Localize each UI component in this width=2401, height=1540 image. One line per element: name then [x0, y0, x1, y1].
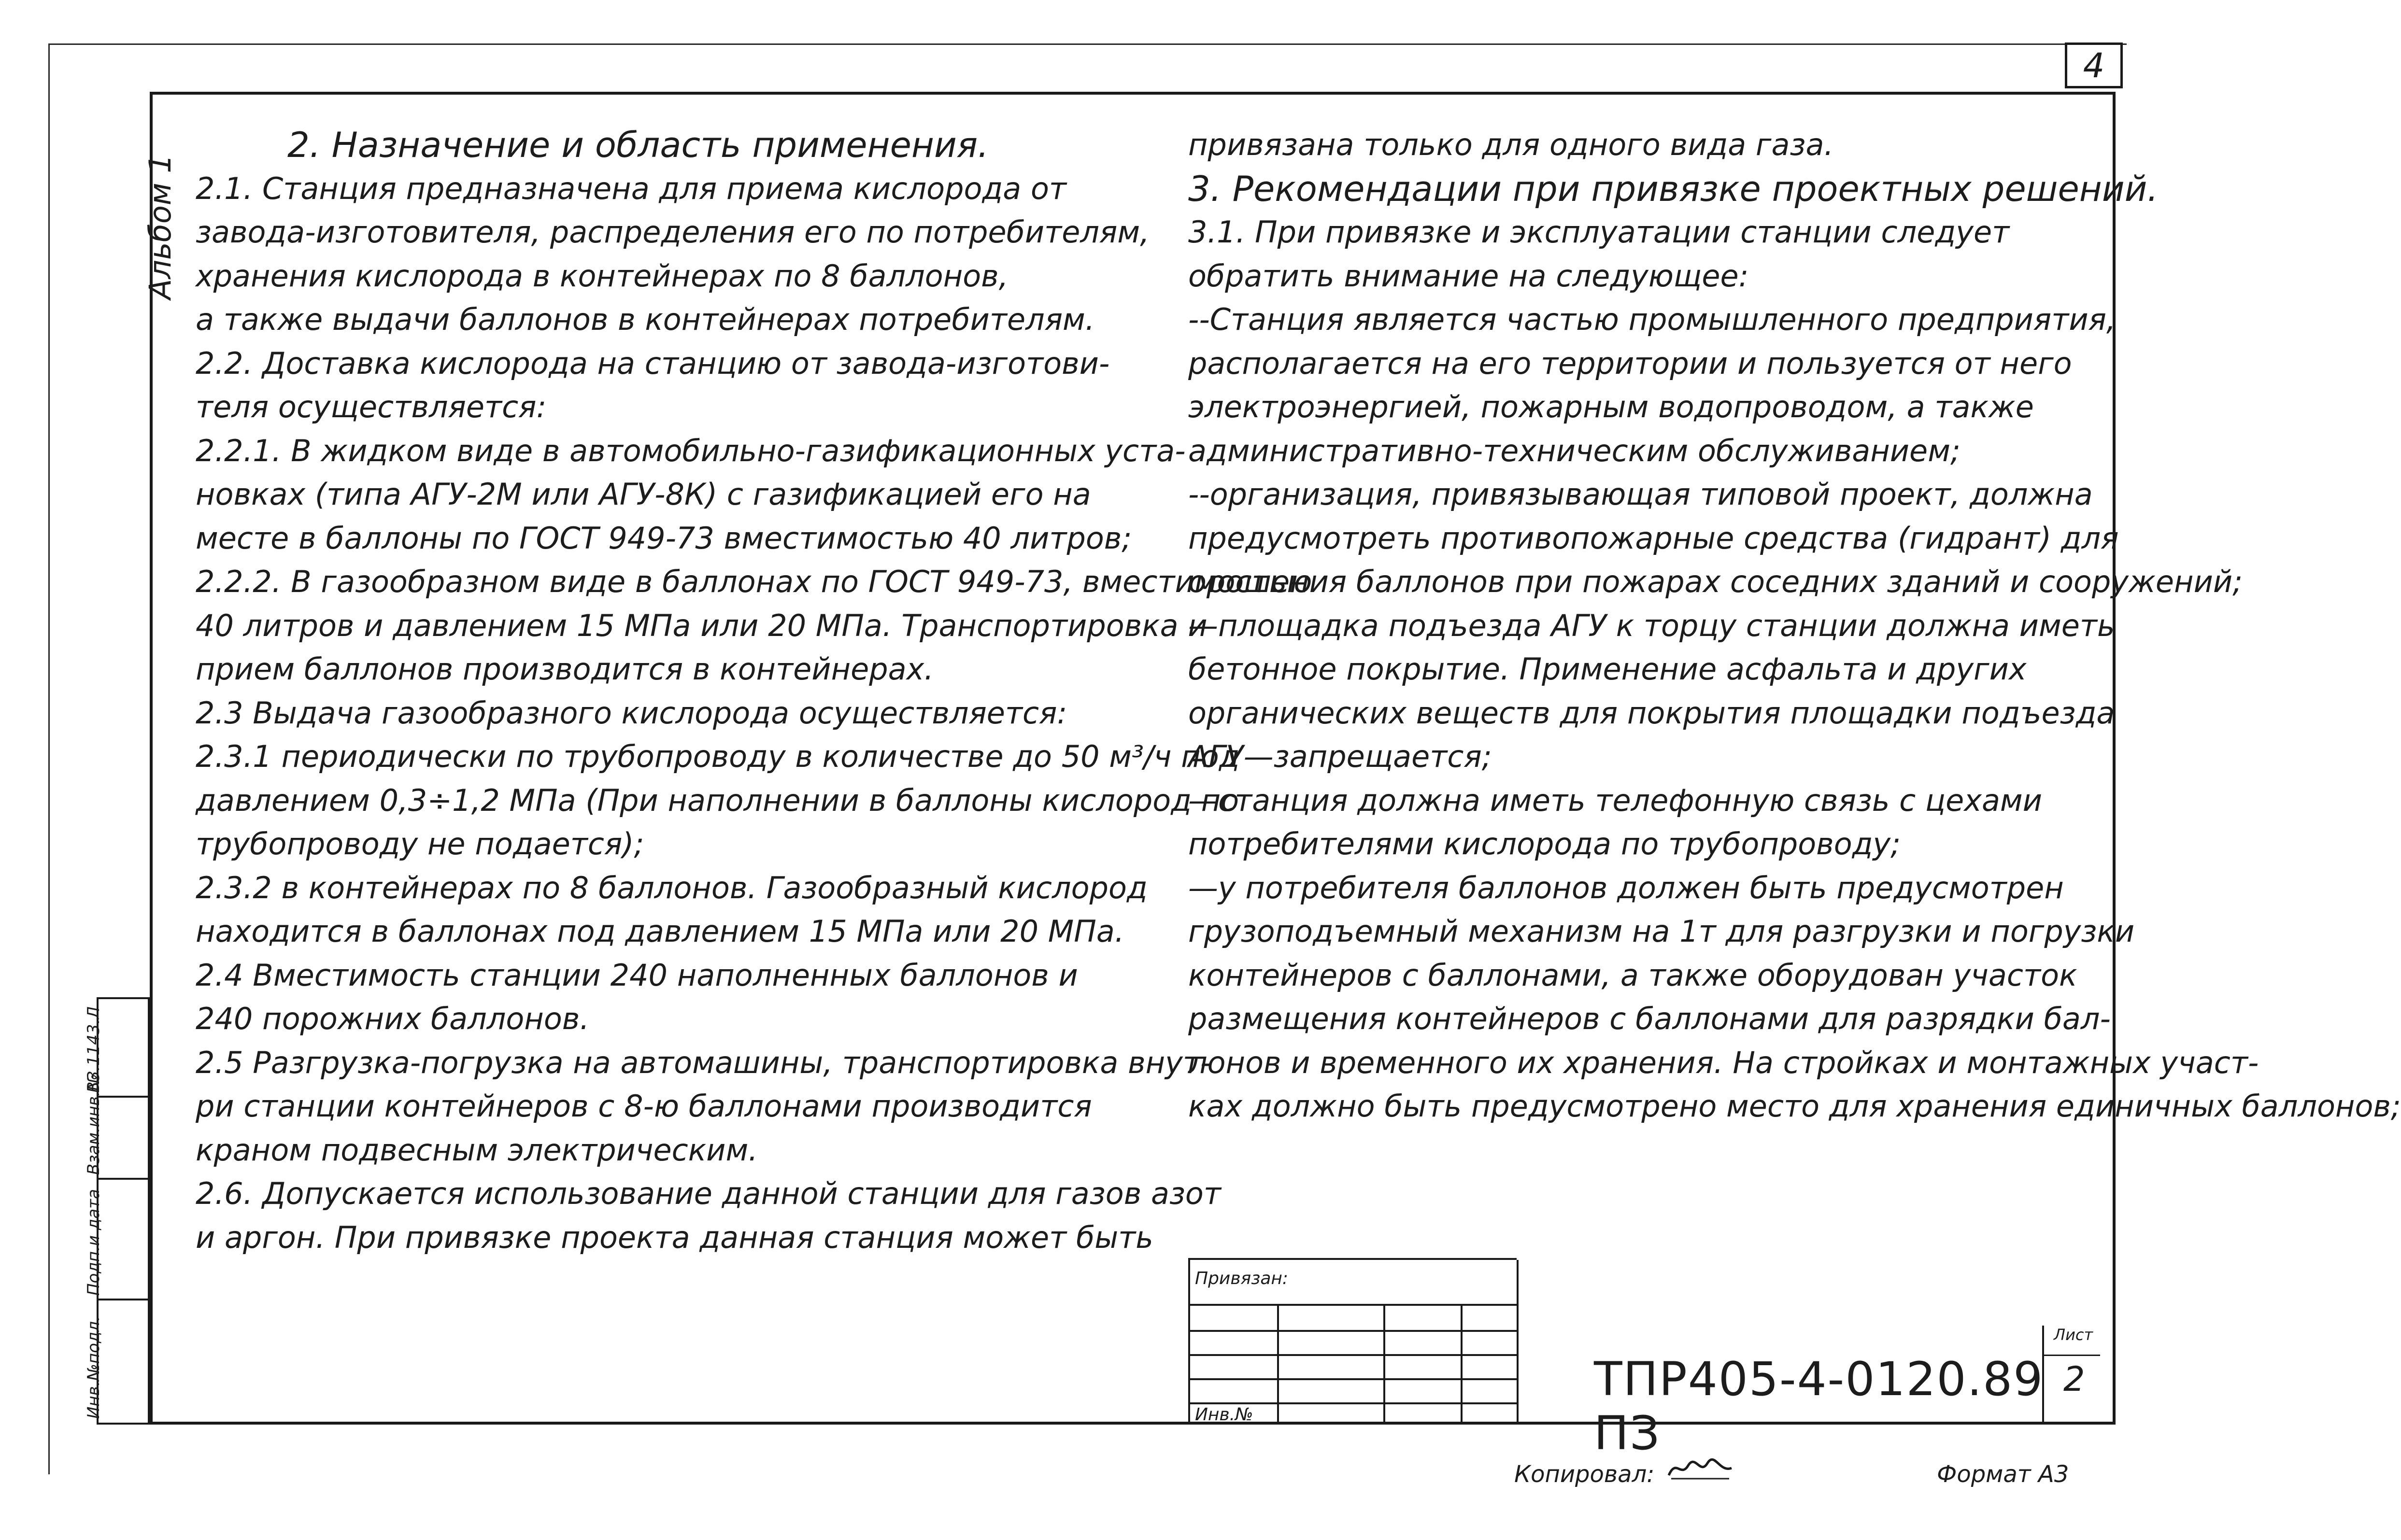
grid-line — [1383, 1306, 1385, 1425]
text-line: потребителями кислорода по трубопроводу; — [1188, 826, 1901, 862]
text-line: 2.2.2. В газообразном виде в баллонах по ГОСТ 949-73, вместимостью — [196, 564, 1312, 599]
text-line: месте в баллоны по ГОСТ 949-73 вместимостью 40 литров; — [196, 520, 1132, 556]
page-number: 4 — [2065, 42, 2123, 88]
section-heading: 3. Рекомендации при привязке проектных решений. — [1188, 168, 2159, 209]
bound-label: Привязан: — [1195, 1269, 1289, 1288]
text-line: краном подвесным электрическим. — [196, 1132, 758, 1168]
grid-line — [1190, 1354, 1519, 1356]
text-line: административно-техническим обслуживанием; — [1188, 433, 1961, 468]
text-line: ри станции контейнеров с 8-ю баллонами производится — [196, 1088, 1092, 1124]
text-line: 2.1. Станция предназначена для приема кислорода от — [196, 170, 1066, 206]
text-line: 40 литров и давлением 15 МПа или 20 МПа. Транспортировка и — [196, 608, 1208, 643]
grid-line — [1190, 1304, 1519, 1306]
text-line: предусмотреть противопожарные средства (гидрант) для — [1188, 520, 2119, 556]
copied-by-label: Копировал: — [1514, 1461, 1655, 1488]
text-line: бетонное покрытие. Применение асфальта и других — [1188, 651, 2027, 687]
text-line: 2.2. Доставка кислорода на станцию от завода-изготови- — [196, 345, 1110, 381]
stamp-cell-sign — [84, 1178, 148, 1299]
text-line: а также выдачи баллонов в контейнерах потребителям. — [196, 302, 1095, 337]
grid-line — [1461, 1306, 1463, 1425]
stamp-cell-replace — [84, 1074, 148, 1178]
text-line: грузоподъемный механизм на 1т для разгрузки и погрузки — [1188, 914, 2135, 949]
text-line: ках должно быть предусмотрено место для хранения единичных баллонов; — [1188, 1088, 2401, 1124]
grid-line — [1190, 1402, 1519, 1404]
text-line: электроэнергией, пожарным водопроводом, а также — [1188, 389, 2034, 424]
sheet-box — [2042, 1326, 2100, 1425]
text-line: хранения кислорода в контейнерах по 8 баллонов, — [196, 258, 1009, 294]
text-line: —площадка подъезда АГУ к торцу станции должна иметь — [1188, 608, 2115, 643]
grid-line — [1190, 1378, 1519, 1380]
copier-signature — [1666, 1454, 1734, 1483]
stamp-inv-label: Инв.№подл. — [84, 1316, 103, 1419]
sheet-box-divider — [2044, 1355, 2100, 1356]
text-line: 2.3.2 в контейнерах по 8 баллонов. Газообразный кислород — [196, 870, 1148, 905]
text-line: находится в баллонах под давлением 15 МПа или 20 МПа. — [196, 914, 1124, 949]
stamp-code: ВЗ.1143.Л — [84, 1006, 103, 1093]
text-line: 2.5 Разгрузка-погрузка на автомашины, транспортировка внут- — [196, 1045, 1211, 1080]
text-line: 2.6. Допускается использование данной станции для газов азот — [196, 1176, 1221, 1211]
text-line: АГУ—запрещается; — [1188, 739, 1492, 774]
text-line: лонов и временного их хранения. На стройках и монтажных участ- — [1188, 1045, 2259, 1080]
text-line: 3.1. При привязке и эксплуатации станции следует — [1188, 214, 2010, 250]
title-block — [1188, 1258, 2116, 1460]
format-label: Формат А3 — [1937, 1461, 2069, 1488]
stamp-sign-label: Подп.и дата — [84, 1189, 103, 1296]
text-line: давлением 0,3÷1,2 МПа (При наполнении в баллоны кислород по — [196, 782, 1239, 818]
text-line: —у потребителя баллонов должен быть предусмотрен — [1188, 870, 2064, 905]
right-text-column — [1188, 123, 2401, 1129]
text-line: трубопроводу не подается); — [196, 826, 644, 862]
text-line: обратить внимание на следующее: — [1188, 258, 1749, 294]
side-stamp-strip — [84, 997, 150, 1425]
text-line: --организация, привязывающая типовой проект, должна — [1188, 477, 2093, 512]
text-line: теля осуществляется: — [196, 389, 547, 424]
text-line: прием баллонов производится в контейнерах. — [196, 651, 934, 687]
stamp-code-cell — [84, 999, 148, 1096]
text-line: завода-изготовителя, распределения его по потребителям, — [196, 214, 1150, 250]
text-line: органических веществ для покрытия площадки подъезда — [1188, 695, 2115, 731]
section-heading: 2. Назначение и область применения. — [287, 125, 989, 165]
title-block-grid — [1188, 1258, 1517, 1425]
text-line: размещения контейнеров с баллонами для разрядки бал- — [1188, 1001, 2111, 1036]
grid-line — [1277, 1306, 1279, 1425]
text-line: орошения баллонов при пожарах соседних зданий и сооружений; — [1188, 564, 2243, 599]
grid-line — [1190, 1330, 1519, 1332]
text-line: и аргон. При привязке проекта данная станция может быть — [196, 1219, 1153, 1255]
text-line: --Станция является частью промышленного предприятия, — [1188, 302, 2116, 337]
inv-label: Инв.№ — [1195, 1405, 1253, 1425]
document-code: ТПР405-4-0120.89 ПЗ — [1594, 1352, 2044, 1460]
text-line: контейнеров с баллонами, а также оборудован участок — [1188, 957, 2077, 993]
text-line: —станция должна иметь телефонную связь с цехами — [1188, 782, 2042, 818]
text-line: располагается на его территории и пользуется от него — [1188, 345, 2072, 381]
text-line: 2.3 Выдача газообразного кислорода осуществляется: — [196, 695, 1067, 731]
text-line: новках (типа АГУ-2М или АГУ-8К) с газификацией его на — [196, 477, 1091, 512]
text-line: 2.2.1. В жидком виде в автомобильно-газификационных уста- — [196, 433, 1186, 468]
stamp-cell-inv — [84, 1299, 148, 1422]
grid-line — [1517, 1260, 1519, 1425]
album-label: Альбом 1 — [142, 154, 178, 299]
text-line: 2.3.1 периодически по трубопроводу в количестве до 50 м³/ч под — [196, 739, 1240, 774]
stamp-replace-label: Взам.инв.№ — [84, 1074, 103, 1175]
text-line: 240 порожних баллонов. — [196, 1001, 590, 1036]
sheet-label: Лист — [2054, 1326, 2093, 1344]
text-line: 2.4 Вместимость станции 240 наполненных баллонов и — [196, 957, 1078, 993]
sheet-number: 2 — [2063, 1359, 2085, 1399]
left-text-column — [196, 123, 1312, 1259]
text-line: привязана только для одного вида газа. — [1188, 127, 1834, 162]
